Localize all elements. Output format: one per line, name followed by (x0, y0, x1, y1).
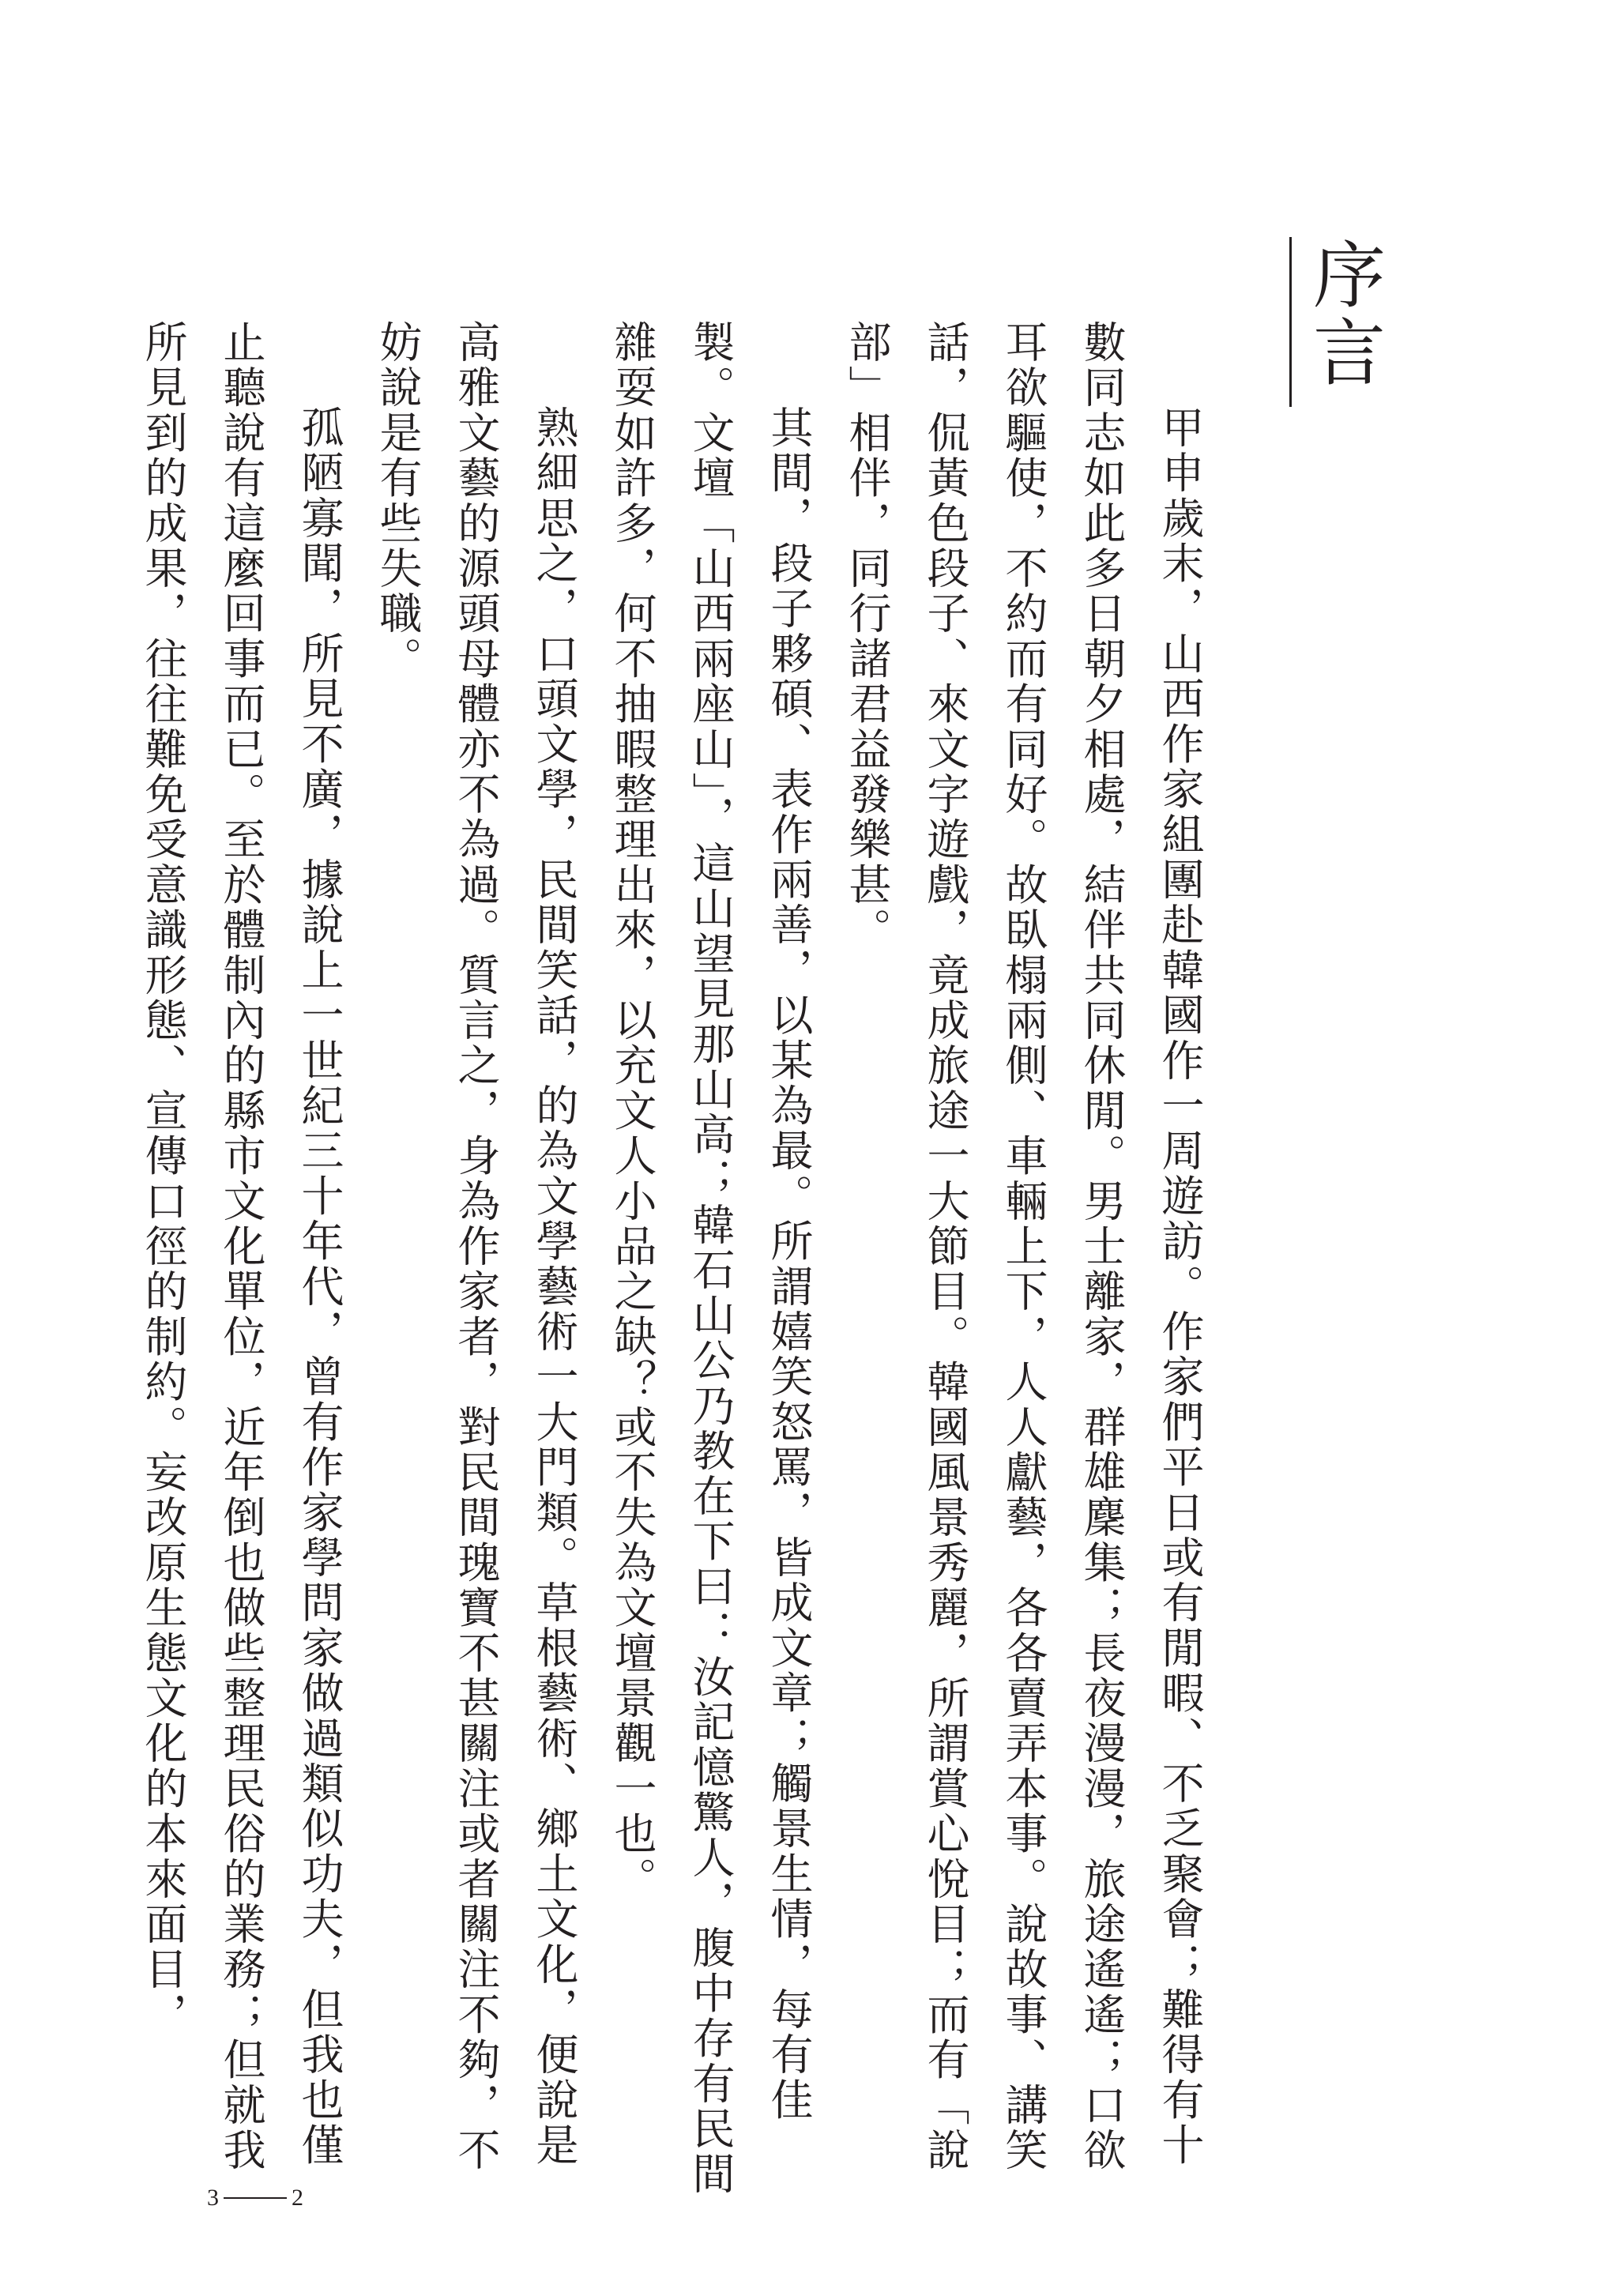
paragraph-1: 甲申歲末，山西作家組團赴韓國作一周遊訪。作家們平日或有閒暇、不乏聚會；難得有十數同志如此多日朝夕相處，結伴共同休閒。男士離家，群雄麇集；長夜漫漫，旅途遙遙；口欲耳欲驅使，不約而有同好。故臥榻兩側、車輛上下，人人獻藝，各各賣弄本事。說故事、講笑話，侃黃色段子、來文字遊戲，竟成旅途一大節目。韓國風景秀麗，所謂賞心悅目；而有「說部」相伴，同行諸君益發樂甚。 (842, 320, 1205, 2174)
page-title: 序言 (1301, 237, 1386, 392)
paragraph-3: 熟細思之，口頭文學，民間笑話，的為文學藝術一大門類。草根藝術、鄉土文化，便說是高雅文藝的源頭母體亦不為過。質言之，身為作家者，對民間瑰寶不甚關注或者關注不夠，不妨說是有些失職。 (373, 320, 579, 2174)
folio-right: 2 (292, 2185, 303, 2211)
folio-left: 3 (207, 2185, 219, 2211)
paragraph-2: 其間，段子夥碩、表作兩善，以某為最。所謂嬉笑怒罵，皆成文章；觸景生情，每有佳製。文壇「山西兩座山」，這山望見那山高；韓石山公乃教在下曰：汝記憶驚人，腹中存有民間雜耍如許多，何不抽暇整理出來，以充文人小品之缺？或不失為文壇景觀一也。 (608, 320, 814, 2197)
paragraph-4: 孤陋寡聞，所見不廣，據說上一世紀三十年代，曾有作家學問家做過類似功夫，但我也僅止聽說有這麼回事而已。至於體制內的縣市文化單位，近年倒也做些整理民俗的業務；但就我所見到的成果，往往難免受意識形態、宣傳口徑的制約。妄改原生態文化的本來面目， (138, 320, 344, 2174)
page-number (207, 2182, 303, 2214)
body-text (124, 320, 1219, 2200)
title-divider (1289, 237, 1292, 407)
folio-rule (224, 2197, 287, 2199)
